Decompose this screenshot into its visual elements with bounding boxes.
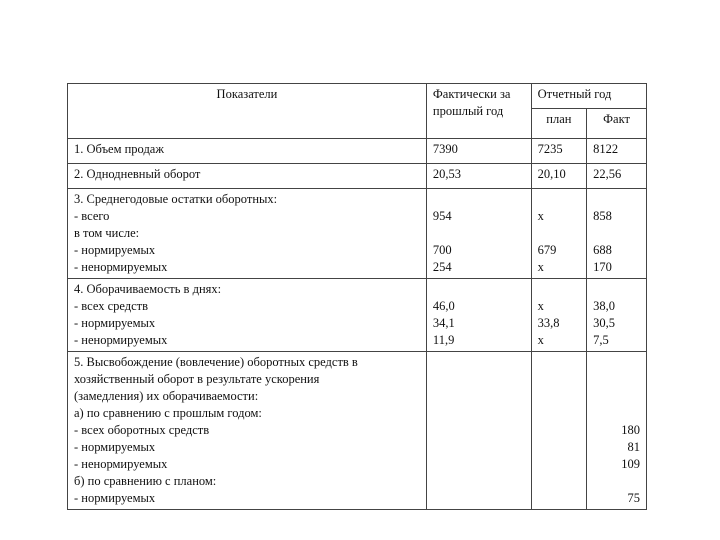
row5-line: а) по сравнению с прошлым годом: bbox=[74, 406, 262, 420]
row3-fact-nonnorm: 170 bbox=[593, 260, 612, 274]
row4-line: - нормируемых bbox=[74, 316, 156, 330]
table-row bbox=[68, 352, 647, 510]
row2-label: 2. Однодневный оборот bbox=[68, 164, 427, 189]
row3-line: в том числе: bbox=[74, 226, 140, 240]
row5-line: б) по сравнению с планом: bbox=[74, 474, 217, 488]
row5-fact-all: 180 bbox=[621, 423, 640, 437]
row4-line: - всех средств bbox=[74, 299, 149, 313]
table-row bbox=[68, 279, 647, 352]
header-indicators: Показатели bbox=[68, 84, 427, 139]
row4-line: - ненормируемых bbox=[74, 333, 168, 347]
row3-line: - нормируемых bbox=[74, 243, 156, 257]
row5-fact bbox=[587, 352, 647, 510]
row3-prev-nonnorm: 254 bbox=[432, 260, 452, 274]
row4-prev-value: 34,1 bbox=[432, 316, 455, 330]
header-plan: план bbox=[531, 109, 587, 139]
row4-fact bbox=[587, 279, 647, 352]
row1-fact: 8122 bbox=[587, 139, 647, 164]
row5-fact-norm: 81 bbox=[627, 440, 640, 454]
row3-line: 3. Среднегодовые остатки оборотных: bbox=[74, 192, 278, 206]
row3-prev bbox=[426, 189, 531, 279]
row5-fact-nonnorm: 109 bbox=[621, 457, 640, 471]
row1-prev: 7390 bbox=[426, 139, 531, 164]
row3-prev-total: 954 bbox=[432, 209, 452, 223]
row3-fact-total: 858 bbox=[593, 209, 612, 223]
row4-fact-value: 38,0 bbox=[593, 299, 616, 313]
row3-label bbox=[68, 189, 427, 279]
row1-label: 1. Объем продаж bbox=[68, 139, 427, 164]
row4-plan bbox=[531, 279, 587, 352]
row3-fact bbox=[587, 189, 647, 279]
row3-plan-total: х bbox=[537, 209, 544, 223]
row3-prev-norm: 700 bbox=[432, 243, 452, 257]
row5-line: - всех оборотных средств bbox=[74, 423, 210, 437]
row4-prev-value: 46,0 bbox=[432, 299, 455, 313]
row1-plan: 7235 bbox=[531, 139, 587, 164]
row5-line: - нормируемых bbox=[74, 440, 156, 454]
row5-line: хозяйственный оборот в результате ускорения bbox=[74, 372, 320, 386]
header-row-1 bbox=[68, 84, 647, 109]
row3-plan bbox=[531, 189, 587, 279]
table-row bbox=[68, 139, 647, 164]
row4-plan-value: 33,8 bbox=[537, 316, 560, 330]
row4-plan-value: х bbox=[537, 333, 544, 347]
row5-plan bbox=[531, 352, 587, 510]
row2-prev: 20,53 bbox=[426, 164, 531, 189]
financial-indicators-table bbox=[67, 83, 647, 510]
row3-plan-nonnorm: х bbox=[537, 260, 544, 274]
table-row bbox=[68, 189, 647, 279]
row5-line: 5. Высвобождение (вовлечение) оборотных средств в bbox=[74, 355, 358, 369]
row5-line: - ненормируемых bbox=[74, 457, 168, 471]
row3-plan-norm: 679 bbox=[537, 243, 557, 257]
row2-fact: 22,56 bbox=[587, 164, 647, 189]
row4-label bbox=[68, 279, 427, 352]
row5-prev bbox=[426, 352, 531, 510]
row4-fact-value: 7,5 bbox=[593, 333, 609, 347]
row2-plan: 20,10 bbox=[531, 164, 587, 189]
row3-line: - всего bbox=[74, 209, 110, 223]
row5-line: - нормируемых bbox=[74, 491, 156, 505]
row5-line: (замедления) их оборачиваемости: bbox=[74, 389, 259, 403]
row4-prev bbox=[426, 279, 531, 352]
row5-fact-plan-norm: 75 bbox=[627, 491, 640, 505]
header-actual-prev: Фактически за прошлый год bbox=[426, 84, 531, 139]
row3-line: - ненормируемых bbox=[74, 260, 168, 274]
row4-plan-value: х bbox=[537, 299, 544, 313]
row4-fact-value: 30,5 bbox=[593, 316, 616, 330]
row3-fact-norm: 688 bbox=[593, 243, 612, 257]
row5-label bbox=[68, 352, 427, 510]
header-report-year: Отчетный год bbox=[531, 84, 646, 109]
row4-prev-value: 11,9 bbox=[432, 333, 455, 347]
table-row bbox=[68, 164, 647, 189]
row4-line: 4. Оборачиваемость в днях: bbox=[74, 282, 222, 296]
header-fact: Факт bbox=[587, 109, 647, 139]
